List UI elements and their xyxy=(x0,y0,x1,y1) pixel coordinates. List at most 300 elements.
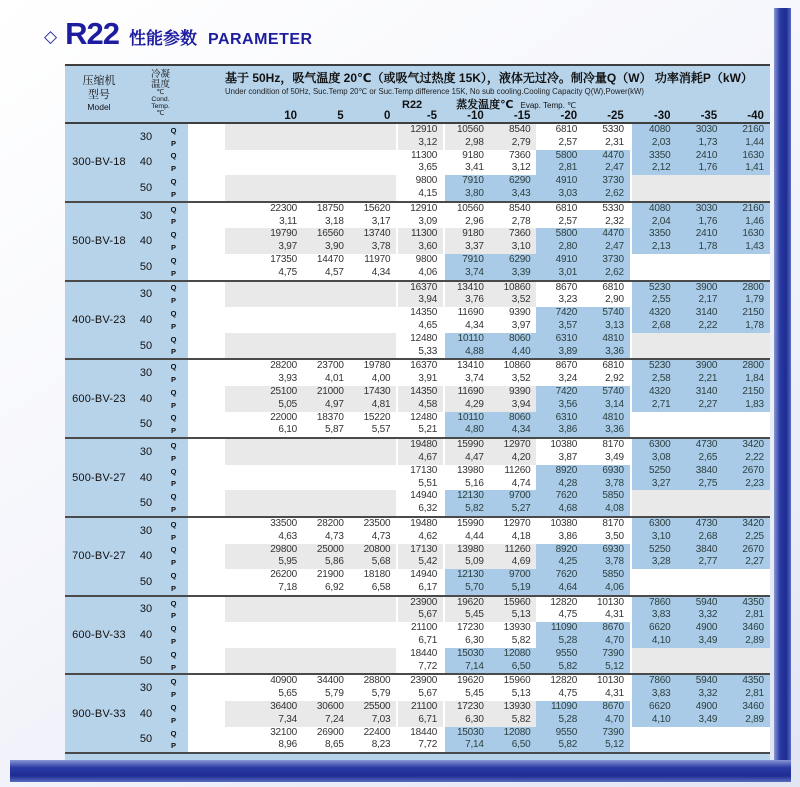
data-cell: 4730 xyxy=(677,518,724,531)
qp-label: Q xyxy=(159,228,188,241)
data-cell: 4900 xyxy=(677,701,724,714)
qp-label: P xyxy=(159,635,188,648)
data-cell: 3840 xyxy=(677,465,724,478)
data-cell: 3420 xyxy=(723,518,770,531)
data-cell: 14470 xyxy=(316,253,344,265)
data-cell: 2,79 xyxy=(490,137,537,150)
qp-label: P xyxy=(159,609,188,622)
qp-label: P xyxy=(159,188,188,201)
data-cell: 2,65 xyxy=(677,452,724,465)
data-cell: 12910 xyxy=(396,203,443,216)
data-cell: 2,03 xyxy=(630,137,677,150)
data-cell: 2,78 xyxy=(511,215,531,227)
data-cell xyxy=(723,188,770,201)
data-cell: 3,23 xyxy=(558,294,578,306)
data-cell: 4810 xyxy=(583,412,630,425)
data-cell xyxy=(350,282,397,295)
data-cell: 12820 xyxy=(550,675,578,687)
qp-label: P xyxy=(159,294,188,307)
data-cell: 4,29 xyxy=(443,399,490,412)
data-cell: 18750 xyxy=(316,202,344,214)
data-cell: 6300 xyxy=(630,518,677,531)
data-cell: 18440 xyxy=(396,648,443,661)
model-name: 500-BV-18 xyxy=(65,203,133,280)
data-cell: 4,31 xyxy=(605,609,624,621)
data-cell: 1,79 xyxy=(723,294,770,307)
qp-label: Q xyxy=(159,124,188,137)
data-cell: 8540 xyxy=(508,202,531,214)
data-cell xyxy=(350,439,397,452)
data-cell: 4910 xyxy=(536,175,583,188)
data-cell: 21900 xyxy=(316,569,344,581)
data-cell: 11970 xyxy=(364,253,391,265)
qp-label: Q xyxy=(159,203,188,216)
evap-temp-label-row xyxy=(225,96,770,109)
data-cell: 2,17 xyxy=(677,294,724,307)
data-cell: 6620 xyxy=(630,622,677,635)
data-cell: 12970 xyxy=(490,439,537,452)
data-cell xyxy=(677,503,724,516)
qp-label: P xyxy=(159,452,188,465)
data-cell xyxy=(723,267,770,280)
data-cell: 4,18 xyxy=(511,530,531,542)
data-cell: 3900 xyxy=(677,282,724,295)
data-cell: 3,11 xyxy=(279,215,297,227)
data-cell: 7360 xyxy=(490,228,537,241)
data-cell xyxy=(225,294,303,307)
data-cell: 6,32 xyxy=(396,503,443,516)
data-cell: 3140 xyxy=(677,307,724,320)
model-block xyxy=(65,203,770,282)
qp-label: Q xyxy=(159,386,188,399)
data-cell: 4910 xyxy=(536,254,583,267)
table-header xyxy=(65,64,770,124)
data-cell xyxy=(630,648,677,661)
data-cell xyxy=(303,622,350,635)
data-cell: 4350 xyxy=(723,597,770,610)
data-cell: 25000 xyxy=(303,544,350,557)
data-cell: 3,52 xyxy=(490,294,537,307)
data-cell xyxy=(225,307,303,320)
data-cell: 4,65 xyxy=(396,320,443,333)
data-cell: 3,01 xyxy=(536,267,583,280)
cond-temp-value: 30 xyxy=(133,203,159,229)
data-cell: 6,17 xyxy=(396,582,443,595)
data-cell: 2,77 xyxy=(677,556,724,569)
data-cell: 5230 xyxy=(630,282,677,295)
data-cell: 12480 xyxy=(396,333,443,346)
data-cell: 2,75 xyxy=(677,478,724,491)
cond-temp-value: 40 xyxy=(133,544,159,570)
model-name: 600-BV-23 xyxy=(65,360,133,437)
qp-label: Q xyxy=(159,622,188,635)
data-cell: 17130 xyxy=(396,465,443,478)
data-cell xyxy=(723,346,770,359)
data-cell: 9700 xyxy=(490,490,537,503)
data-cell: 3,76 xyxy=(443,294,490,307)
data-cell: 2,68 xyxy=(630,320,677,333)
data-cell xyxy=(225,124,303,137)
data-cell xyxy=(630,346,677,359)
model-block xyxy=(65,597,770,676)
qp-label: P xyxy=(159,478,188,491)
data-cell xyxy=(677,346,724,359)
evap-temp-label-cn: 蒸发温度℃ xyxy=(456,99,514,111)
data-cell: 22300 xyxy=(270,202,297,214)
data-cell: 7860 xyxy=(630,675,677,688)
data-cell: 3140 xyxy=(677,386,724,399)
data-cell: 6290 xyxy=(490,175,537,188)
data-cell: 3,87 xyxy=(558,451,578,463)
data-cell: 30600 xyxy=(303,701,350,714)
data-cell xyxy=(677,648,724,661)
data-cell: 2410 xyxy=(677,228,724,241)
data-cell xyxy=(303,635,350,648)
data-cell: 13410 xyxy=(443,282,490,295)
data-cell xyxy=(225,465,303,478)
data-cell: 13740 xyxy=(350,228,397,241)
data-cell: 5,13 xyxy=(490,609,537,622)
data-cell xyxy=(350,597,397,610)
data-cell: 8,96 xyxy=(278,739,297,751)
qp-label: P xyxy=(159,267,188,280)
data-cell: 6,58 xyxy=(371,581,391,593)
data-cell: 5,42 xyxy=(396,556,443,569)
data-cell: 4,88 xyxy=(443,346,490,359)
data-cell: 4,31 xyxy=(605,688,624,700)
data-cell xyxy=(225,282,303,295)
data-cell: 3,43 xyxy=(490,188,537,201)
cond-header-en1: Cond. xyxy=(151,95,170,103)
data-cell xyxy=(677,188,724,201)
data-cell xyxy=(350,294,397,307)
data-cell: 8,23 xyxy=(371,739,391,751)
data-cell: 4080 xyxy=(630,124,677,137)
data-cell: 5,21 xyxy=(396,424,443,437)
data-cell: 8670 xyxy=(583,701,630,714)
test-condition-cn: 基于 50Hz，吸气温度 20℃（或吸气过热度 15K），液体无过冷。制冷量Q（W） 功率消耗P（kW） xyxy=(225,71,753,85)
cond-temp-value: 30 xyxy=(133,439,159,465)
data-cell xyxy=(723,412,770,425)
data-cell xyxy=(303,661,350,674)
data-cell: 3900 xyxy=(677,360,724,373)
data-cell: 5250 xyxy=(630,544,677,557)
data-cell: 15960 xyxy=(490,597,537,610)
data-cell xyxy=(225,609,303,622)
data-cell: 10110 xyxy=(443,412,490,425)
data-cell: 7420 xyxy=(536,307,583,320)
data-cell: 3,10 xyxy=(630,531,677,544)
data-cell: 9390 xyxy=(508,307,531,319)
data-cell: 21100 xyxy=(396,622,443,635)
data-cell: 4,00 xyxy=(371,373,391,385)
data-cell xyxy=(350,648,397,661)
data-cell: 3350 xyxy=(630,228,677,241)
qp-label: Q xyxy=(159,254,188,267)
data-cell xyxy=(350,320,397,333)
data-cell xyxy=(225,150,303,163)
data-cell: 3,49 xyxy=(677,714,724,727)
qp-label: Q xyxy=(159,333,188,346)
data-cell: 3460 xyxy=(723,622,770,635)
data-cell: 3,17 xyxy=(371,215,391,227)
data-cell: 6810 xyxy=(555,124,578,135)
data-cell: 3,41 xyxy=(443,162,490,175)
data-cell: 4,25 xyxy=(536,556,583,569)
data-cell xyxy=(350,307,397,320)
data-cell: 4350 xyxy=(723,675,770,688)
data-cell: 32100 xyxy=(270,726,297,738)
data-cell: 6930 xyxy=(583,465,630,478)
data-cell xyxy=(677,739,724,752)
qp-label: P xyxy=(159,137,188,150)
data-cell: 3,50 xyxy=(605,530,624,542)
data-cell: 6,71 xyxy=(396,714,443,727)
data-cell xyxy=(350,175,397,188)
data-cell: 4,10 xyxy=(630,714,677,727)
data-cell: 5740 xyxy=(583,307,630,320)
data-cell xyxy=(303,175,350,188)
evap-temp-tick: -10 xyxy=(467,110,484,122)
model-block xyxy=(65,282,770,361)
qp-label: P xyxy=(159,503,188,516)
cond-header-unit: ℃ xyxy=(156,88,165,96)
qp-label: P xyxy=(159,373,188,386)
data-cell xyxy=(225,478,303,491)
data-cell: 7,72 xyxy=(396,739,443,752)
data-cell: 13930 xyxy=(503,622,531,634)
data-cell xyxy=(225,635,303,648)
data-cell: 3,03 xyxy=(536,188,583,201)
qp-label: P xyxy=(159,688,188,701)
cond-temp-column-header xyxy=(133,66,188,122)
data-cell xyxy=(677,582,724,595)
qp-label: Q xyxy=(159,282,188,295)
data-cell xyxy=(303,648,350,661)
data-cell: 5330 xyxy=(602,202,624,214)
data-cell xyxy=(350,452,397,465)
data-cell: 6810 xyxy=(555,202,578,214)
data-cell: 12480 xyxy=(396,412,443,425)
data-cell: 6,30 xyxy=(443,714,490,727)
data-cell: 5800 xyxy=(536,228,583,241)
data-cell: 5,19 xyxy=(490,582,537,595)
data-cell: 3,78 xyxy=(583,478,630,491)
qp-label: Q xyxy=(159,701,188,714)
data-cell: 2,68 xyxy=(677,531,724,544)
data-cell: 16370 xyxy=(396,360,443,373)
data-cell xyxy=(225,162,303,175)
data-cell: 2,27 xyxy=(677,399,724,412)
title-cn: 性能参数 xyxy=(128,29,197,48)
data-cell xyxy=(723,254,770,267)
data-cell: 18370 xyxy=(316,411,344,423)
data-cell: 2,89 xyxy=(723,714,770,727)
data-cell xyxy=(630,188,677,201)
data-cell: 1,84 xyxy=(723,373,770,386)
data-cell: 3,93 xyxy=(278,373,297,385)
data-cell: 5,67 xyxy=(396,688,443,701)
evap-temp-tick: -35 xyxy=(700,110,718,122)
data-cell: 34400 xyxy=(316,675,344,687)
data-cell: 7,34 xyxy=(225,714,303,727)
data-cell: 4,34 xyxy=(443,320,490,333)
data-cell: 10130 xyxy=(597,675,624,687)
data-cell: 4,75 xyxy=(278,266,297,278)
data-cell: 2670 xyxy=(723,544,770,557)
cond-temp-value: 30 xyxy=(133,360,159,386)
data-cell: 3,32 xyxy=(677,609,724,622)
evap-temp-tick: 5 xyxy=(337,110,344,122)
data-cell: 5330 xyxy=(602,124,624,135)
data-cell xyxy=(303,346,350,359)
data-cell: 2,13 xyxy=(630,241,677,254)
cond-header-en-unit: ℃ xyxy=(156,109,165,117)
data-cell: 4,15 xyxy=(396,188,443,201)
data-cell xyxy=(350,150,397,163)
data-cell: 3,78 xyxy=(583,556,630,569)
data-cell: 4,62 xyxy=(396,531,443,544)
data-cell: 14940 xyxy=(396,569,443,582)
data-cell: 2150 xyxy=(723,307,770,320)
data-cell: 3,57 xyxy=(536,320,583,333)
data-cell: 4810 xyxy=(583,333,630,346)
data-cell: 2160 xyxy=(723,124,770,137)
data-cell: 7420 xyxy=(536,386,583,399)
data-cell xyxy=(723,424,770,437)
data-cell: 1,41 xyxy=(723,162,770,175)
data-cell xyxy=(303,188,350,201)
data-cell: 10560 xyxy=(443,124,490,137)
qp-label: P xyxy=(159,320,188,333)
data-cell: 4,70 xyxy=(583,714,630,727)
data-cell: 2150 xyxy=(723,386,770,399)
data-cell xyxy=(225,439,303,452)
data-cell: 17130 xyxy=(396,544,443,557)
data-cell: 5,05 xyxy=(225,399,303,412)
data-cell: 15620 xyxy=(363,202,391,214)
qp-label: P xyxy=(159,714,188,727)
data-cell: 5,68 xyxy=(350,556,397,569)
cond-header-cn1: 冷凝 xyxy=(150,69,170,81)
data-cell: 22000 xyxy=(270,411,297,423)
cond-temp-value: 50 xyxy=(133,490,159,516)
qp-label: P xyxy=(159,346,188,359)
data-cell: 7910 xyxy=(443,254,490,267)
data-cell: 9550 xyxy=(536,727,583,740)
model-name: 400-BV-23 xyxy=(65,282,133,359)
data-cell xyxy=(350,137,397,150)
data-cell: 21100 xyxy=(396,701,443,714)
data-cell: 5,95 xyxy=(225,556,303,569)
qp-label: P xyxy=(159,162,188,175)
data-cell xyxy=(225,137,303,150)
data-cell: 5,82 xyxy=(443,503,490,516)
data-cell: 3,89 xyxy=(536,346,583,359)
data-cell: 8670 xyxy=(555,281,578,293)
data-cell: 15990 xyxy=(443,439,490,452)
data-cell: 2,32 xyxy=(605,215,624,227)
data-cell: 15960 xyxy=(503,675,531,687)
data-cell: 5,57 xyxy=(371,424,391,436)
data-cell: 3,86 xyxy=(536,424,583,437)
data-cell: 10110 xyxy=(443,333,490,346)
data-cell: 1,44 xyxy=(723,137,770,150)
qp-label: Q xyxy=(159,412,188,425)
data-cell xyxy=(630,569,677,582)
data-cell: 5250 xyxy=(630,465,677,478)
data-cell: 2,81 xyxy=(723,688,770,701)
data-cell: 2,22 xyxy=(723,452,770,465)
data-cell xyxy=(630,333,677,346)
data-cell: 4,74 xyxy=(511,477,531,489)
data-cell: 3,37 xyxy=(443,241,490,254)
data-cell xyxy=(677,333,724,346)
data-cell: 12080 xyxy=(490,727,537,740)
data-cell xyxy=(677,424,724,437)
evap-temp-tick: -5 xyxy=(426,110,438,122)
qp-label: P xyxy=(159,582,188,595)
data-cell: 7860 xyxy=(630,597,677,610)
data-cell xyxy=(350,346,397,359)
model-name: 500-BV-27 xyxy=(65,439,133,516)
data-cell: 5,70 xyxy=(443,582,490,595)
data-cell xyxy=(350,490,397,503)
data-cell: 7910 xyxy=(443,175,490,188)
model-block xyxy=(65,675,770,754)
data-cell: 2800 xyxy=(723,282,770,295)
data-cell: 4,69 xyxy=(490,556,537,569)
data-cell: 5940 xyxy=(677,675,724,688)
data-cell: 22400 xyxy=(363,726,391,738)
data-cell: 36400 xyxy=(225,701,303,714)
data-cell: 3,32 xyxy=(677,688,724,701)
evap-temp-tick: -15 xyxy=(513,110,531,122)
data-cell: 2,47 xyxy=(583,162,630,175)
data-cell: 17430 xyxy=(350,386,397,399)
data-cell: 16560 xyxy=(303,228,350,241)
data-cell: 3840 xyxy=(677,544,724,557)
qp-label: P xyxy=(159,661,188,674)
data-cell xyxy=(225,175,303,188)
data-cell: 2,25 xyxy=(723,531,770,544)
data-cell: 3,14 xyxy=(583,399,630,412)
refrigerant-label: R22 xyxy=(402,99,423,111)
data-cell: 6,30 xyxy=(443,635,490,648)
data-cell: 2160 xyxy=(723,203,770,216)
data-cell xyxy=(225,490,303,503)
data-cell: 5740 xyxy=(583,386,630,399)
data-cell: 5,82 xyxy=(536,661,583,674)
data-cell: 3730 xyxy=(583,254,630,267)
data-cell: 3,74 xyxy=(443,373,490,386)
data-cell: 7,14 xyxy=(443,739,490,752)
qp-label: Q xyxy=(159,675,188,688)
evap-temp-label-en: Evap. Temp. ℃ xyxy=(520,101,577,110)
data-cell: 6310 xyxy=(536,333,583,346)
data-cell: 8920 xyxy=(536,465,583,478)
data-cell: 4,06 xyxy=(396,267,443,280)
data-cell: 10380 xyxy=(550,439,578,451)
data-cell xyxy=(723,175,770,188)
data-cell: 3,13 xyxy=(583,320,630,333)
data-cell: 11690 xyxy=(443,386,490,399)
data-cell: 3,78 xyxy=(350,241,397,254)
data-cell xyxy=(723,333,770,346)
data-cell: 7390 xyxy=(583,648,630,661)
cond-temp-value: 40 xyxy=(133,228,159,254)
data-cell: 3,97 xyxy=(511,319,531,331)
